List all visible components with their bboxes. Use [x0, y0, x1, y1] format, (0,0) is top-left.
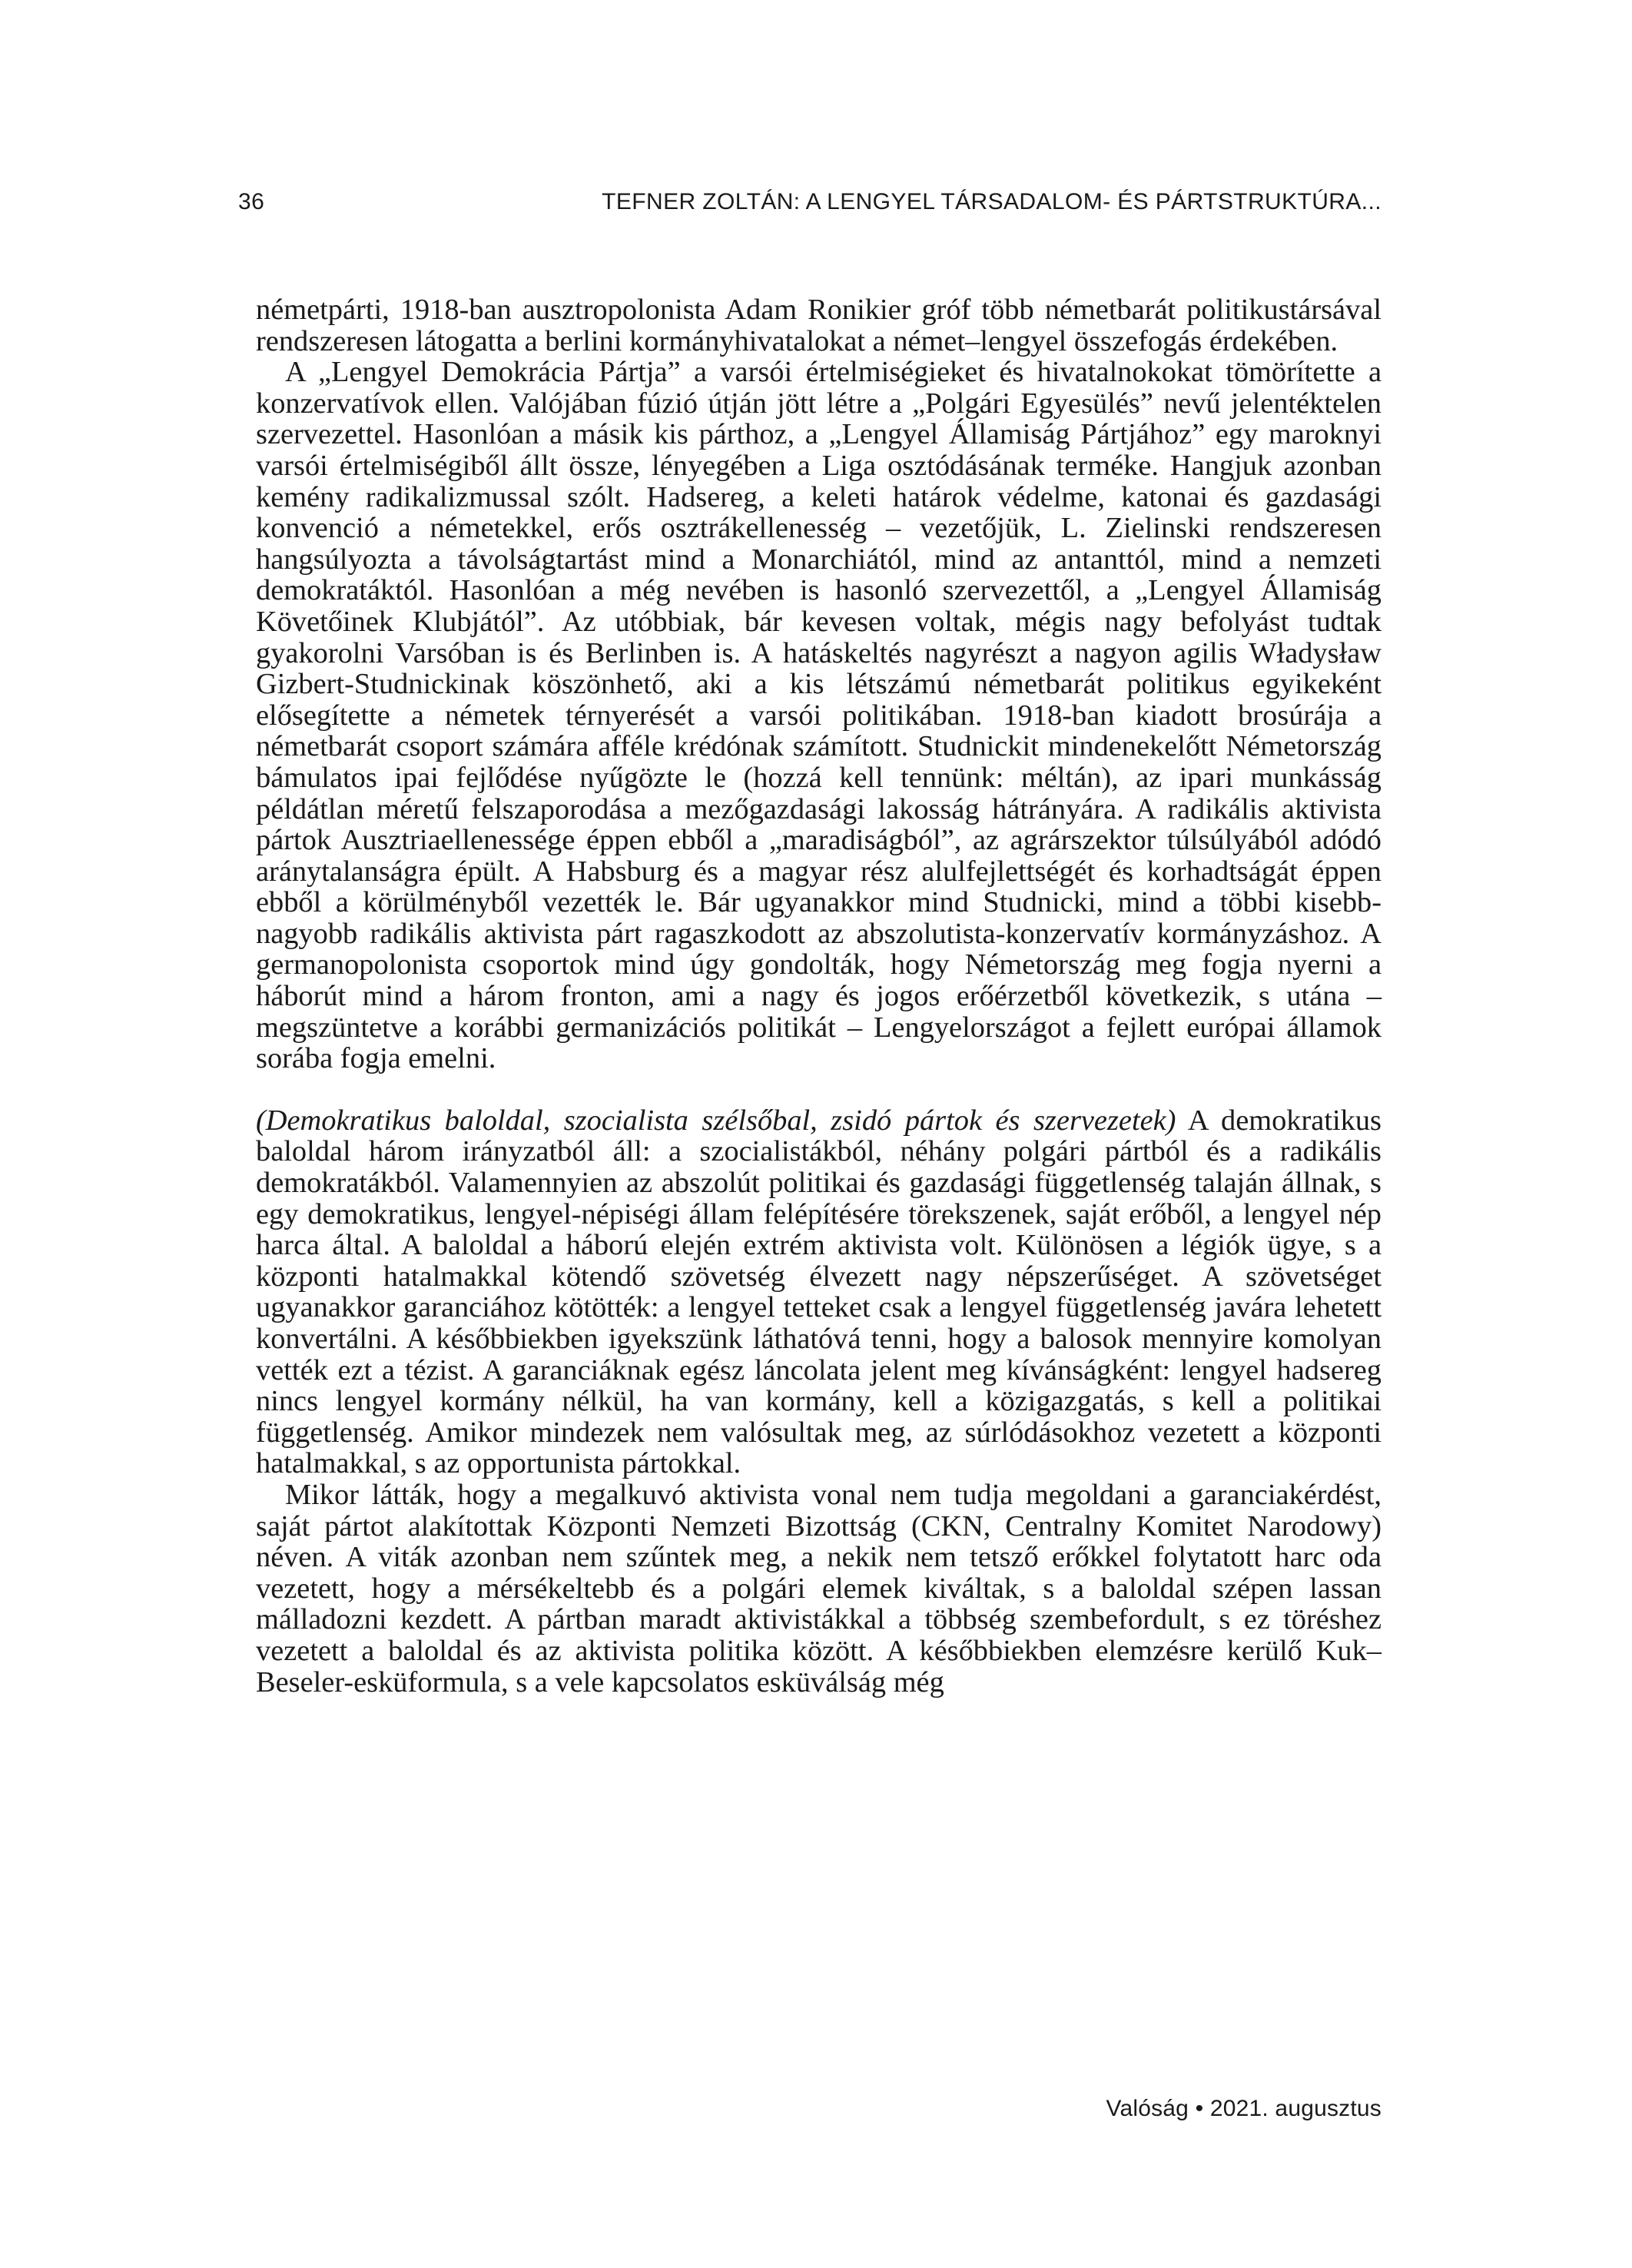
page-footer: Valóság • 2021. augusztus: [1106, 2096, 1382, 2121]
paragraph: A „Lengyel Demokrácia Pártja” a varsói értelmiségieket és hivatalnokokat tömörítette a konzervatívok ellen. Valójában fúzió útján jött létre a „Polgári Egyesülés” nevű jelentéktelen szervezettel. Hasonlóan a másik kis párthoz, a „Lengyel Államiság Pártjához” egy maroknyi varsói értelmiségiből állt össze, lényegében a Liga osztódásának terméke. Hangjuk azonban kemény radikalizmussal szólt. Hadsereg, a keleti határok védelme, katonai és gazdasági konvenció a németekkel, erős osztrákellenesség – vezetőjük, L. Zielinski rendszeresen hangsúlyozta a távolságtartást mind a Monarchiától, mind az antanttól, mind a nemzeti demokratáktól. Hasonlóan a még nevében is hasonló szervezettől, a „Lengyel Államiság Követőinek Klubjától”. Az utóbbiak, bár kevesen voltak, mégis nagy befolyást tudtak gyakorolni Varsóban is és Berlinben is. A hatáskeltés nagyrészt a nagyon agilis Władysław Gizbert-Studnickinak köszönhető, aki a kis létszámú németbarát politikus egyikeként elősegítette a németek térnyerését a varsói politikában. 1918-ban kiadott brosúrája a németbarát csoport számára afféle krédónak számított. Studnickit mindenekelőtt Németország bámulatos ipai fejlődése nyűgözte le (hozzá kell tennünk: méltán), az ipari munkásság példátlan méretű felszaporodása a mezőgazdasági lakosság hátrányára. A radikális aktivista pártok Ausztriaellenessége éppen ebből a „maradiságból”, az agrárszektor túlsúlyából adódó aránytalanságra épült. A Habsburg és a magyar rész alulfejlettségét és korhadtságát éppen ebből a körülményből vezették le. Bár ugyanakkor mind Studnicki, mind a többi kisebb-nagyobb radikális aktivista párt ragaszkodott az abszolutista-konzervatív kormányzáshoz. A germanopolonista csoportok mind úgy gondolták, hogy Németország meg fogja nyerni a háborút mind a három fronton, ami a nagy és jogos erőérzetből következik, s utána – megszüntetve a korábbi germanizációs politikát – Lengyelországot a fejlett európai államok sorába fogja emelni.: [256, 356, 1382, 1075]
page-number: 36: [238, 189, 265, 214]
paragraph: Mikor látták, hogy a megalkuvó aktivista vonal nem tudja megoldani a garanciakérdést, saját pártot alakítottak Központi Nemzeti Bizottság (CKN, Centralny Komitet Narodowy) néven. A viták azonban nem szűntek meg, a nekik nem tetsző erőkkel folytatott harc oda vezetett, hogy a mérsékeltebb és a polgári elemek kiváltak, s a baloldal szépen lassan málladozni kezdett. A pártban maradt aktivistákkal a többség szembefordult, s ez töréshez vezetett a baloldal és az aktivista politika között. A későbbiekben elemzésre kerülő Kuk–Beseler-esküformula, s a vele kapcsolatos esküválság még: [256, 1478, 1382, 1699]
paragraph-text: A demokratikus baloldal három irányzatból áll: a szocialistákból, néhány polgári pártból és a radikális demokratákból. Valamennyien az abszolút politikai és gazdasági függetlenség talaján állnak, s egy demokratikus, lengyel-népiségi állam felépítésére törekszenek, saját erőből, a lengyel nép harca által. A baloldal a háború elején extrém aktivista volt. Különösen a légiók ügye, s a központi hatalmakkal kötendő szövetség élvezett nagy népszerűséget. A szövetséget ugyanakkor garanciához kötötték: a lengyel tetteket csak a lengyel függetlenség javára lehetett konvertálni. A későbbiekben igyekszünk láthatóvá tenni, hogy a balosok mennyire komolyan vették ezt a tézist. A garanciáknak egész láncolata jelent meg kívánságként: lengyel hadsereg nincs lengyel kormány nélkül, ha van kormány, kell a közigazgatás, s kell a politikai függetlenség. Amikor mindezek nem valósultak meg, az súrlódásokhoz vezetett a központi hatalmakkal, s az opportunista pártokkal.: [256, 1104, 1382, 1480]
paragraph: németpárti, 1918-ban ausztropolonista Adam Ronikier gróf több németbarát politikustársával rendszeresen látogatta a berlini kormányhivatalokat a német–lengyel összefogás érdekében.: [256, 294, 1382, 357]
section-paragraph: [256, 1105, 1382, 1479]
body-text: [256, 294, 1382, 1698]
section-heading: (Demokratikus baloldal, szocialista szélsőbal, zsidó pártok és szervezetek): [256, 1104, 1176, 1137]
running-title: TEFNER ZOLTÁN: A LENGYEL TÁRSADALOM- ÉS PÁRTSTRUKTÚRA...: [602, 189, 1382, 214]
